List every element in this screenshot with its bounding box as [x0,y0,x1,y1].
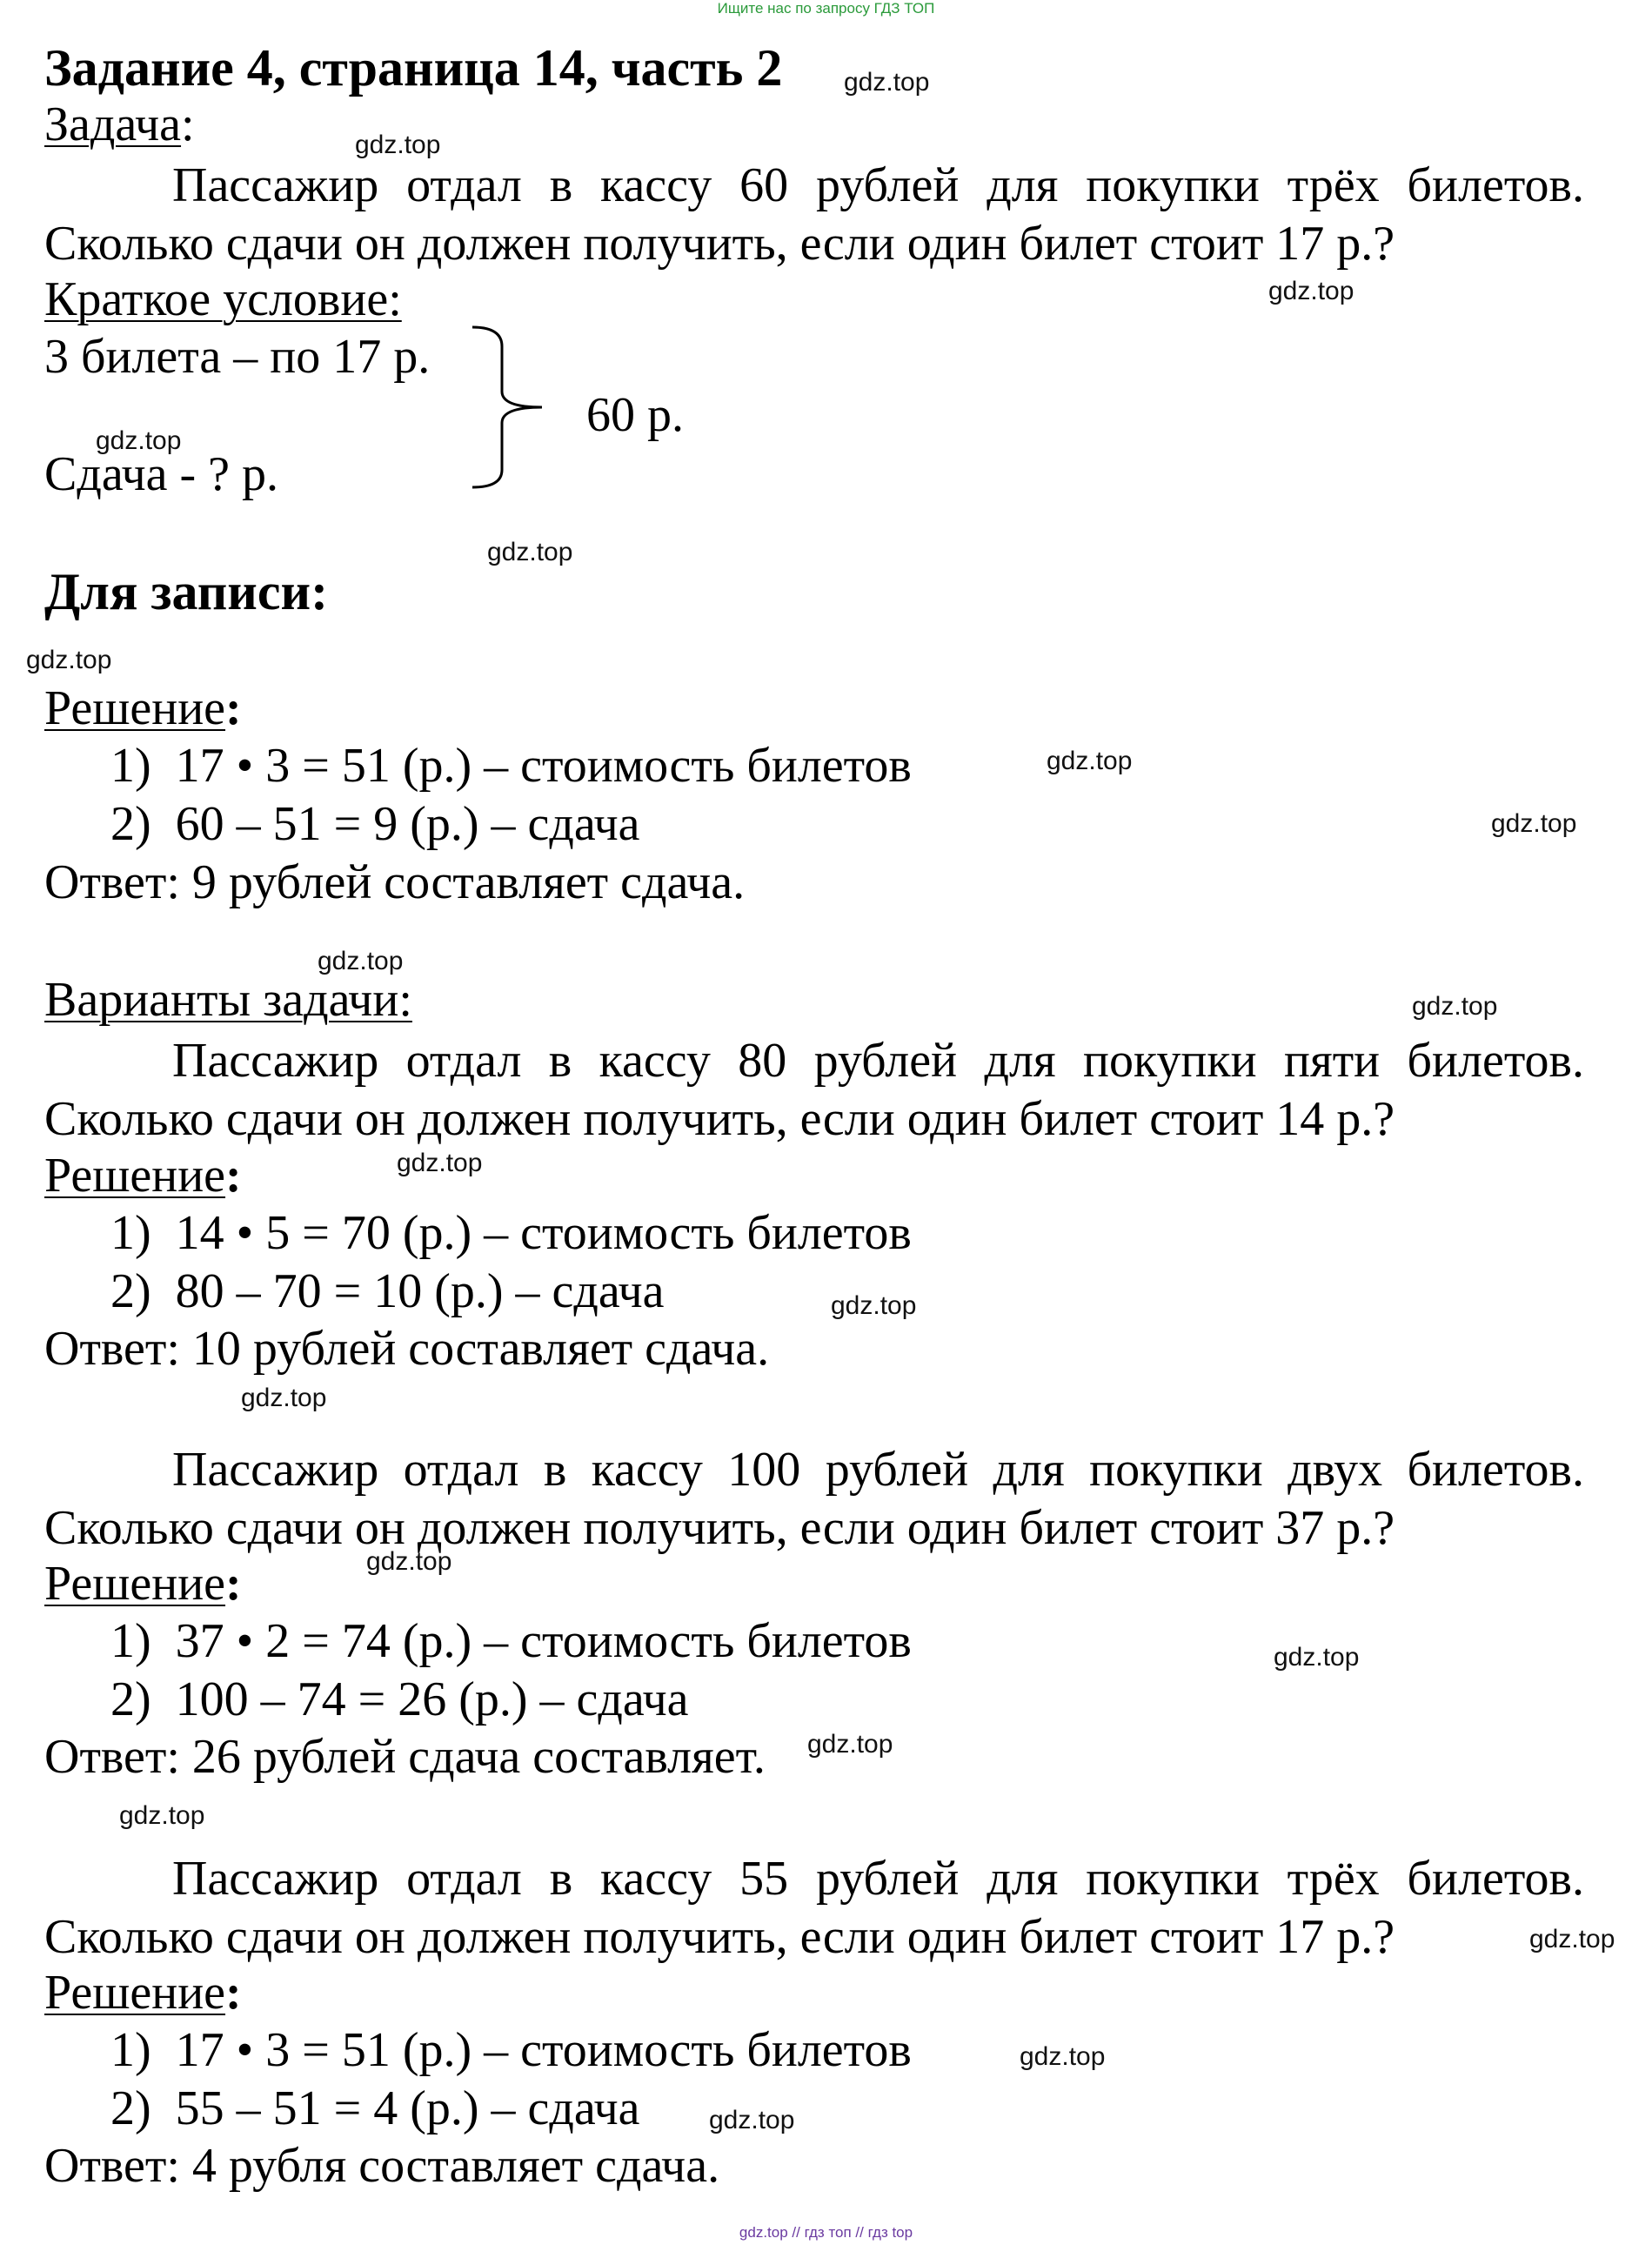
variant-line-1: Пассажир отдал в кассу 100 рублей для покупки двух билетов. [172,1443,1584,1497]
short-condition-label: Краткое условие: [44,272,402,326]
watermark: gdz.top [1491,809,1577,838]
page-title: Задание 4, страница 14, часть 2 [44,39,783,97]
watermark: gdz.top [1020,2042,1106,2071]
watermark: gdz.top [1529,1925,1615,1953]
variant-line-2: Сколько сдачи он должен получить, если один билет стоит 37 р.? [44,1501,1395,1555]
variant-3-step-2 [110,2081,640,2135]
solution-label: Решение [44,1557,226,1611]
variant-2-answer: Ответ: 26 рублей сдача составляет. [44,1730,766,1784]
variant-line-2: Сколько сдачи он должен получить, если один билет стоит 17 р.? [44,1910,1395,1964]
variant-1-answer: Ответ: 10 рублей составляет сдача. [44,1322,770,1376]
solution-colon: : [225,1966,242,2020]
watermark: gdz.top [1412,992,1498,1021]
condition-row-tickets: 3 билета – по 17 р. [44,330,431,384]
solution-step-1 [110,739,912,793]
watermark: gdz.top [831,1291,917,1320]
step-text: 80 – 70 = 10 (р.) – сдача [175,1264,665,1318]
watermark: gdz.top [96,426,182,455]
task-line-2: Сколько сдачи он должен получить, если один билет стоит 17 р.? [44,217,1395,271]
variant-3-text [44,1850,1584,1967]
step-text: 37 • 2 = 74 (р.) – стоимость билетов [175,1614,912,1668]
watermark: gdz.top [318,947,404,975]
task-heading [44,97,195,151]
step-number: 2) [110,797,151,851]
step-text: 14 • 5 = 70 (р.) – стоимость билетов [175,1206,912,1260]
condition-total: 60 р. [586,388,684,442]
step-number: 2) [110,1264,151,1318]
variant-line-1: Пассажир отдал в кассу 80 рублей для покупки пяти билетов. [172,1034,1584,1088]
task-line-1: Пассажир отдал в кассу 60 рублей для покупки трёх билетов. [172,158,1584,212]
step-number: 1) [110,2023,151,2077]
step-text: 17 • 3 = 51 (р.) – стоимость билетов [175,739,912,793]
solution-label: Решение [44,681,226,735]
variant-line-2: Сколько сдачи он должен получить, если один билет стоит 14 р.? [44,1092,1395,1146]
variant-1-step-1 [110,1206,912,1260]
task-label: Задача [44,97,182,151]
step-number: 2) [110,2081,151,2135]
curly-brace [465,320,561,494]
watermark: gdz.top [1274,1643,1360,1672]
solution-colon: : [225,681,242,735]
step-text: 60 – 51 = 9 (р.) – сдача [175,797,640,851]
variant-3-answer: Ответ: 4 рубля составляет сдача. [44,2139,720,2193]
solution-label: Решение [44,1149,226,1203]
condition-row-change: Сдача - ? р. [44,447,278,501]
watermark: gdz.top [807,1730,893,1759]
step-number: 2) [110,1672,151,1726]
variant-1-solution-heading [44,1149,242,1203]
watermark: gdz.top [241,1384,327,1412]
step-number: 1) [110,1614,151,1668]
watermark: gdz.top [1047,747,1133,775]
top-watermark-banner: Ищите нас по запросу ГДЗ ТОП [717,0,935,17]
for-record-heading: Для записи: [44,563,329,620]
watermark: gdz.top [26,646,112,674]
watermark: gdz.top [1268,277,1354,305]
variants-label: Варианты задачи: [44,973,412,1027]
variant-2-step-2 [110,1672,689,1726]
variant-3-step-1 [110,2023,912,2077]
variant-1-step-2 [110,1264,665,1318]
step-text: 17 • 3 = 51 (р.) – стоимость билетов [175,2023,912,2077]
step-text: 55 – 51 = 4 (р.) – сдача [175,2081,640,2135]
watermark: gdz.top [709,2106,795,2134]
watermark: gdz.top [397,1149,483,1177]
step-text: 100 – 74 = 26 (р.) – сдача [175,1672,689,1726]
watermark: gdz.top [366,1547,452,1576]
variant-3-solution-heading [44,1966,242,2020]
bottom-watermark-banner: gdz.top // гдз топ // гдз top [739,2224,913,2241]
solution-colon: : [225,1557,242,1611]
watermark: gdz.top [119,1801,205,1830]
variant-1-text [44,1032,1584,1149]
solution-step-2 [110,797,640,851]
solution-heading [44,681,242,735]
step-number: 1) [110,739,151,793]
solution-colon: : [225,1149,242,1203]
variant-line-1: Пассажир отдал в кассу 55 рублей для покупки трёх билетов. [172,1852,1584,1906]
solution-answer: Ответ: 9 рублей составляет сдача. [44,855,746,909]
step-number: 1) [110,1206,151,1260]
task-colon: : [181,97,195,151]
variant-2-solution-heading [44,1557,242,1611]
variant-2-text [44,1441,1584,1558]
task-text [44,157,1584,273]
solution-label: Решение [44,1966,226,2020]
watermark: gdz.top [355,131,441,159]
watermark: gdz.top [487,538,573,566]
watermark: gdz.top [844,68,930,97]
variant-2-step-1 [110,1614,912,1668]
